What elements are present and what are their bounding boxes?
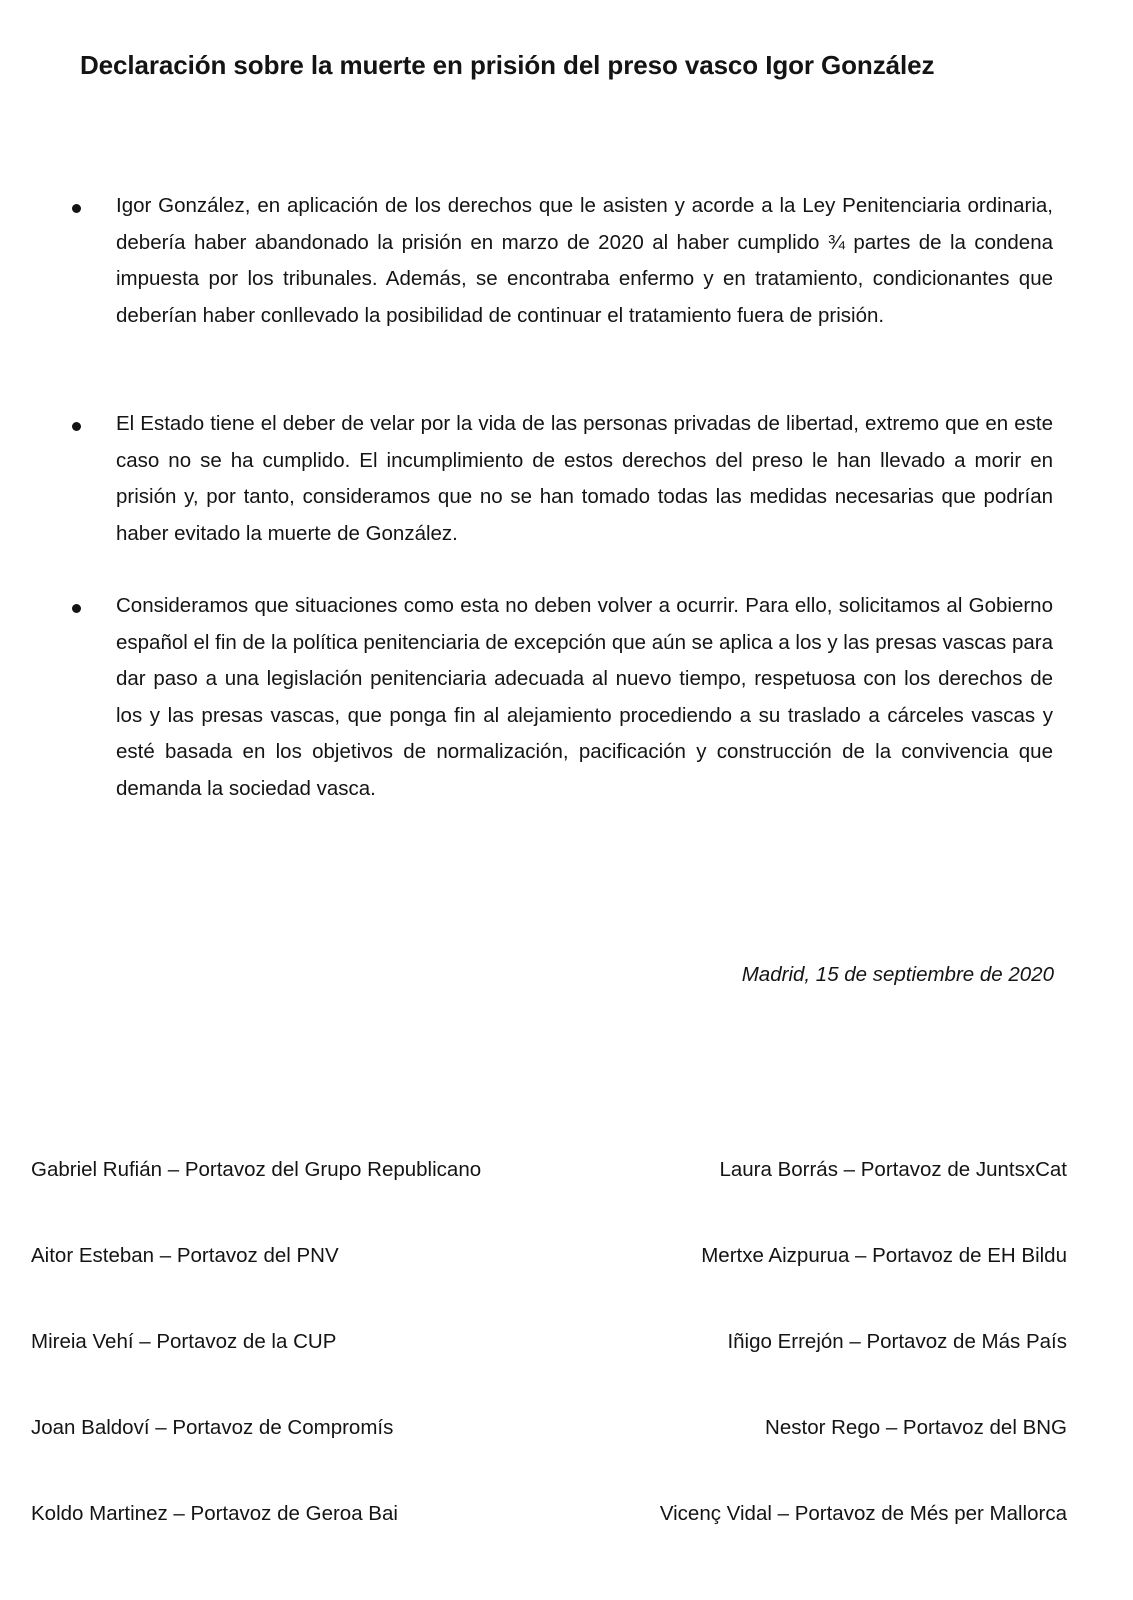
signatory-left: Aitor Esteban – Portavoz del PNV [31, 1244, 339, 1267]
signatory-right: Mertxe Aizpurua – Portavoz de EH Bildu [701, 1244, 1067, 1267]
bullet-dot-icon [72, 422, 81, 431]
signatory-right: Iñigo Errejón – Portavoz de Más País [727, 1330, 1067, 1353]
signatory-left: Gabriel Rufián – Portavoz del Grupo Republicano [31, 1158, 482, 1181]
signatory-right: Laura Borrás – Portavoz de JuntsxCat [719, 1158, 1067, 1181]
bullet-text: Igor González, en aplicación de los derechos que le asisten y acorde a la Ley Penitenciaria ordinaria, debería haber abandonado la prisión en marzo de 2020 al haber cumplido ¾ partes de la condena impuesta por los tribunales. Además, se encontraba enfermo y en tratamiento, condicionantes que deberían haber conllevado la posibilidad de continuar el tratamiento fuera de prisión. [116, 194, 1053, 327]
signatory-right: Vicenç Vidal – Portavoz de Més per Mallorca [659, 1502, 1067, 1525]
bullet-text: El Estado tiene el deber de velar por la vida de las personas privadas de libertad, extremo que en este caso no se ha cumplido. El incumplimiento de estos derechos del preso le han llevado a morir en prisión y, por tanto, consideramos que no se han tomado todas las medidas necesarias que podrían haber evitado la muerte de González. [116, 412, 1053, 545]
bullet-text: Consideramos que situaciones como esta no deben volver a ocurrir. Para ello, solicitamos al Gobierno español el fin de la política penitenciaria de excepción que aún se aplica a los y las presas vascas para dar paso a una legislación penitenciaria adecuada al nuevo tiempo, respetuosa con los derechos de los y las presas vascas, que ponga fin al alejamiento procediendo a su traslado a cárceles vascas y esté basada en los objetivos de normalización, pacificación y construcción de la convivencia que demanda la sociedad vasca. [116, 594, 1053, 800]
signatory-left: Joan Baldoví – Portavoz de Compromís [31, 1416, 394, 1439]
bullet-dot-icon [72, 604, 81, 613]
bullet-dot-icon [72, 204, 81, 213]
page-title: Declaración sobre la muerte en prisión del preso vasco Igor González [80, 50, 935, 80]
signatory-right: Nestor Rego – Portavoz del BNG [765, 1416, 1067, 1439]
signatory-left: Koldo Martinez – Portavoz de Geroa Bai [31, 1502, 398, 1525]
place-and-date: Madrid, 15 de septiembre de 2020 [741, 963, 1054, 986]
signatory-left: Mireia Vehí – Portavoz de la CUP [31, 1330, 337, 1353]
